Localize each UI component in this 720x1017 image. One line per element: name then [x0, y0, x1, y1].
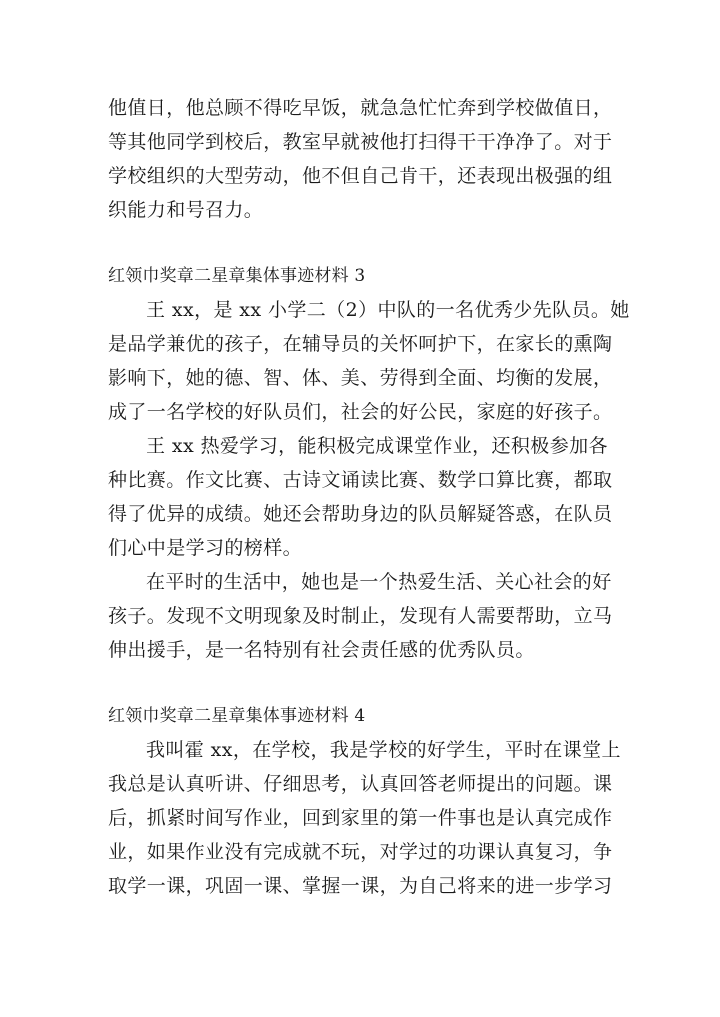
paragraph-line: 们心中是学习的榜样。	[108, 537, 303, 559]
paragraph-line: 在平时的生活中，她也是一个热爱生活、关心社会的好	[146, 571, 612, 593]
paragraph-line: 种比赛。作文比赛、古诗文诵读比赛、数学口算比赛，都取	[108, 469, 613, 491]
paragraph-line: 他值日，他总顾不得吃早饭，就急急忙忙奔到学校做值日，	[108, 97, 613, 119]
section-heading: 红领巾奖章二星章集体事迹材料 4	[108, 706, 366, 726]
paragraph-line: 等其他同学到校后，教室早就被他打扫得干干净净了。对于	[108, 131, 613, 153]
paragraph-line: 我总是认真听讲、仔细思考，认真回答老师提出的问题。课	[108, 773, 613, 795]
section-heading: 红领巾奖章二星章集体事迹材料 3	[108, 266, 366, 286]
paragraph-line: 学校组织的大型劳动，他不但自己肯干，还表现出极强的组	[108, 165, 613, 187]
paragraph-line: 王 xx，是 xx 小学二（2）中队的一名优秀少先队员。她	[146, 299, 630, 321]
paragraph-line: 织能力和号召力。	[108, 199, 264, 221]
paragraph-line: 我叫霍 xx，在学校，我是学校的好学生，平时在课堂上	[146, 739, 621, 761]
paragraph-line: 取学一课，巩固一课、掌握一课，为自己将来的进一步学习	[108, 875, 613, 897]
paragraph-line: 影响下，她的德、智、体、美、劳得到全面、均衡的发展，	[108, 367, 613, 389]
paragraph-line: 得了优异的成绩。她还会帮助身边的队员解疑答惑，在队员	[108, 503, 613, 525]
paragraph-line: 成了一名学校的好队员们，社会的好公民，家庭的好孩子。	[108, 401, 613, 423]
paragraph-line: 是品学兼优的孩子，在辅导员的关怀呵护下，在家长的熏陶	[108, 333, 613, 355]
paragraph-line: 后，抓紧时间写作业，回到家里的第一件事也是认真完成作	[108, 807, 613, 829]
paragraph-line: 业，如果作业没有完成就不玩，对学过的功课认真复习，争	[108, 841, 613, 863]
paragraph-line: 伸出援手，是一名特别有社会责任感的优秀队员。	[108, 639, 535, 661]
paragraph-line: 王 xx 热爱学习，能积极完成课堂作业，还积极参加各	[146, 435, 608, 457]
paragraph-line: 孩子。发现不文明现象及时制止，发现有人需要帮助，立马	[108, 605, 613, 627]
